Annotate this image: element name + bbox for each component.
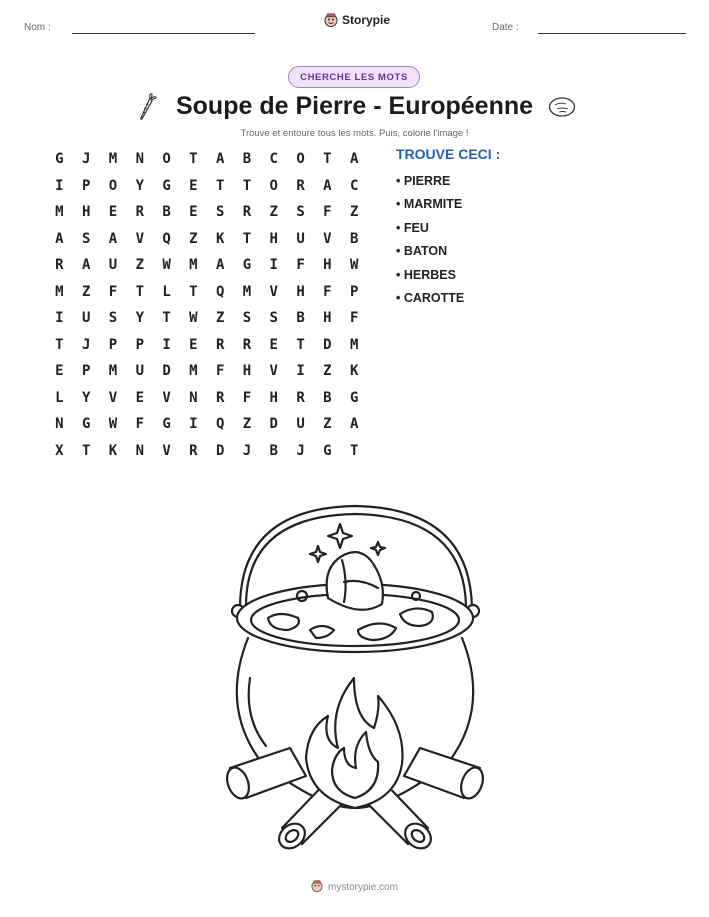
grid-cell[interactable]: T [162, 310, 171, 327]
grid-cell[interactable]: F [296, 257, 305, 274]
grid-row [46, 358, 368, 385]
grid-cell[interactable]: G [349, 389, 359, 406]
grid-cell[interactable]: S [296, 204, 305, 221]
grid-cell[interactable]: G [81, 416, 91, 433]
grid-cell[interactable]: M [55, 204, 64, 221]
grid-cell[interactable]: E [189, 177, 198, 194]
grid-cell[interactable]: U [81, 310, 91, 327]
grid-cell[interactable]: X [55, 442, 64, 459]
grid-cell[interactable]: N [135, 151, 144, 168]
grid-cell[interactable]: B [323, 389, 332, 406]
grid-cell[interactable]: Z [189, 230, 198, 247]
grid-row [46, 332, 368, 359]
grid-cell[interactable]: B [296, 310, 305, 327]
grid-cell[interactable]: A [81, 257, 91, 274]
grid-cell[interactable]: I [55, 310, 64, 327]
grid-cell[interactable]: V [135, 230, 144, 247]
grid-cell[interactable]: T [242, 177, 252, 194]
grid-cell[interactable]: V [323, 230, 332, 247]
grid-row [46, 438, 368, 465]
category-badge: CHERCHE LES MOTS [288, 66, 420, 88]
stone-icon [548, 96, 576, 123]
grid-cell[interactable]: V [269, 283, 278, 300]
grid-cell[interactable]: I [189, 416, 198, 433]
grid-cell[interactable]: H [296, 283, 305, 300]
grid-cell[interactable]: B [269, 442, 278, 459]
grid-cell[interactable]: S [108, 310, 118, 327]
grid-cell[interactable]: M [242, 283, 252, 300]
footer-url[interactable]: mystorypie.com [327, 882, 398, 893]
grid-row [46, 385, 368, 412]
grid-cell[interactable]: O [296, 151, 305, 168]
word-list [396, 170, 464, 310]
grid-cell[interactable]: E [108, 204, 118, 221]
grid-cell[interactable]: F [242, 389, 252, 406]
grid-cell[interactable]: F [108, 283, 118, 300]
grid-cell[interactable]: V [269, 363, 278, 380]
grid-cell[interactable]: A [323, 177, 332, 194]
grid-cell[interactable]: M [108, 363, 118, 380]
grid-cell[interactable]: E [55, 363, 64, 380]
grid-cell[interactable]: V [162, 442, 171, 459]
grid-cell[interactable]: G [162, 416, 171, 433]
grid-cell[interactable]: I [162, 336, 171, 353]
word-list-title: TROUVE CECI : [396, 146, 501, 162]
brand-name: Storypie [342, 13, 391, 27]
grid-cell[interactable]: J [81, 336, 91, 353]
grid-cell[interactable]: V [108, 389, 118, 406]
grid-cell[interactable]: R [242, 336, 252, 353]
grid-cell[interactable]: F [323, 204, 332, 221]
grid-cell[interactable]: P [81, 363, 91, 380]
grid-cell[interactable]: T [296, 336, 305, 353]
grid-cell[interactable]: T [55, 336, 64, 353]
grid-cell[interactable]: M [108, 151, 118, 168]
grid-cell[interactable]: N [55, 416, 64, 433]
grid-cell[interactable]: S [242, 310, 252, 327]
grid-cell[interactable]: Q [215, 283, 225, 300]
grid-cell[interactable]: E [269, 336, 278, 353]
grid-cell[interactable]: R [296, 389, 305, 406]
grid-cell[interactable]: T [215, 177, 225, 194]
grid-cell[interactable]: W [349, 257, 359, 274]
grid-cell[interactable]: A [55, 230, 64, 247]
grid-cell[interactable]: A [215, 257, 225, 274]
grid-cell[interactable]: P [108, 336, 118, 353]
word-list-item: • PIERRE [396, 174, 451, 188]
grid-cell[interactable]: Z [269, 204, 278, 221]
grid-cell[interactable]: E [189, 336, 198, 353]
grid-cell[interactable]: Y [135, 310, 144, 327]
grid-cell[interactable]: H [269, 230, 278, 247]
grid-cell[interactable]: R [135, 204, 144, 221]
grid-cell[interactable]: H [242, 363, 252, 380]
grid-cell[interactable]: A [349, 416, 359, 433]
grid-cell[interactable]: G [55, 151, 64, 168]
grid-cell[interactable]: T [189, 151, 198, 168]
grid-cell[interactable]: W [162, 257, 171, 274]
grid-cell[interactable]: R [215, 336, 225, 353]
word-search-grid [46, 146, 368, 464]
page-title: Soupe de Pierre - Européenne [175, 92, 534, 120]
grid-cell[interactable]: Y [81, 389, 91, 406]
grid-cell[interactable]: H [323, 310, 332, 327]
grid-row [46, 252, 368, 279]
grid-cell[interactable]: B [242, 151, 252, 168]
grid-row [46, 146, 368, 173]
grid-cell[interactable]: A [108, 230, 118, 247]
word-list-item: • HERBES [396, 267, 456, 282]
storypie-mascot-icon [311, 880, 323, 895]
grid-cell[interactable]: C [349, 177, 359, 194]
grid-cell[interactable]: U [296, 416, 305, 433]
grid-cell[interactable]: S [215, 204, 225, 221]
grid-cell[interactable]: D [269, 416, 278, 433]
grid-cell[interactable]: Z [323, 363, 332, 380]
grid-cell[interactable]: K [349, 363, 359, 380]
grid-cell[interactable]: E [135, 389, 144, 406]
grid-row [46, 305, 368, 332]
grid-cell[interactable]: Z [242, 416, 252, 433]
grid-cell[interactable]: N [189, 389, 198, 406]
grid-cell[interactable]: R [242, 204, 252, 221]
grid-cell[interactable]: U [135, 363, 144, 380]
grid-cell[interactable]: J [242, 442, 252, 459]
word-list-item: • FEU [396, 220, 429, 235]
grid-cell[interactable]: K [215, 230, 225, 247]
grid-cell[interactable]: M [349, 336, 359, 353]
grid-cell[interactable]: F [215, 363, 225, 380]
word-list-item: • CAROTTE [396, 290, 465, 305]
grid-cell[interactable]: F [135, 416, 144, 433]
grid-cell[interactable]: K [108, 442, 118, 459]
grid-cell[interactable]: R [189, 442, 198, 459]
grid-row [46, 199, 368, 226]
grid-cell[interactable]: B [349, 230, 359, 247]
grid-cell[interactable]: L [162, 283, 171, 300]
grid-cell[interactable]: Z [81, 283, 91, 300]
grid-cell[interactable]: M [189, 257, 198, 274]
grid-cell[interactable]: I [296, 363, 305, 380]
grid-cell[interactable]: M [189, 363, 198, 380]
cauldron-over-campfire-icon [210, 478, 500, 863]
grid-row [46, 411, 368, 438]
grid-cell[interactable]: R [296, 177, 305, 194]
footer [0, 880, 709, 895]
grid-cell[interactable]: Q [162, 230, 171, 247]
grid-cell[interactable]: J [296, 442, 305, 459]
grid-cell[interactable]: J [81, 151, 91, 168]
grid-cell[interactable]: R [55, 257, 64, 274]
grid-cell[interactable]: H [323, 257, 332, 274]
grid-cell[interactable]: P [349, 283, 359, 300]
grid-cell[interactable]: Z [323, 416, 332, 433]
grid-cell[interactable]: T [349, 442, 359, 459]
word-list-item: • BATON [396, 244, 448, 259]
grid-cell[interactable]: O [108, 177, 118, 194]
grid-cell[interactable]: P [81, 177, 91, 194]
grid-cell[interactable]: G [323, 442, 332, 459]
grid-cell[interactable]: P [135, 336, 144, 353]
grid-cell[interactable]: I [55, 177, 64, 194]
name-line [72, 33, 255, 34]
grid-cell[interactable]: A [215, 151, 225, 168]
grid-cell[interactable]: G [242, 257, 252, 274]
grid-cell[interactable]: Y [135, 177, 144, 194]
grid-cell[interactable]: I [269, 257, 278, 274]
grid-cell[interactable]: W [189, 310, 198, 327]
name-label: Nom : [24, 22, 51, 33]
grid-cell[interactable]: T [135, 283, 144, 300]
grid-cell[interactable]: T [242, 230, 252, 247]
grid-cell[interactable]: B [162, 204, 171, 221]
grid-cell[interactable]: N [135, 442, 144, 459]
date-line [538, 33, 686, 34]
grid-cell[interactable]: U [108, 257, 118, 274]
brand-logo [324, 13, 390, 27]
grid-cell[interactable]: Z [349, 204, 359, 221]
grid-cell[interactable]: D [162, 363, 171, 380]
grid-cell[interactable]: S [81, 230, 91, 247]
storypie-mascot-icon [324, 13, 338, 27]
grid-cell[interactable]: H [269, 389, 278, 406]
grid-cell[interactable]: Z [215, 310, 225, 327]
word-list-item: • MARMITE [396, 197, 463, 212]
grid-cell[interactable]: L [55, 389, 64, 406]
grid-cell[interactable]: W [108, 416, 118, 433]
grid-cell[interactable]: D [323, 336, 332, 353]
grid-cell[interactable]: O [269, 177, 278, 194]
grid-cell[interactable]: G [162, 177, 171, 194]
grid-cell[interactable]: T [189, 283, 198, 300]
grid-row [46, 279, 368, 306]
grid-cell[interactable]: R [215, 389, 225, 406]
grid-row [46, 173, 368, 200]
grid-cell[interactable]: D [215, 442, 225, 459]
grid-cell[interactable]: Q [215, 416, 225, 433]
date-label: Date : [492, 22, 519, 33]
grid-cell[interactable]: T [81, 442, 91, 459]
grid-cell[interactable]: T [323, 151, 332, 168]
instructions: Trouve et entoure tous les mots. Puis, colorie l'image ! [240, 128, 469, 139]
grid-cell[interactable]: F [349, 310, 359, 327]
grid-cell[interactable]: S [269, 310, 278, 327]
grid-cell[interactable]: U [296, 230, 305, 247]
grid-cell[interactable]: Z [135, 257, 144, 274]
grid-cell[interactable]: O [162, 151, 171, 168]
grid-cell[interactable]: F [323, 283, 332, 300]
grid-row [46, 226, 368, 253]
grid-cell[interactable]: M [55, 283, 64, 300]
grid-cell[interactable]: H [81, 204, 91, 221]
grid-cell[interactable]: E [189, 204, 198, 221]
grid-cell[interactable]: C [269, 151, 278, 168]
grid-cell[interactable]: A [349, 151, 359, 168]
grid-cell[interactable]: V [162, 389, 171, 406]
